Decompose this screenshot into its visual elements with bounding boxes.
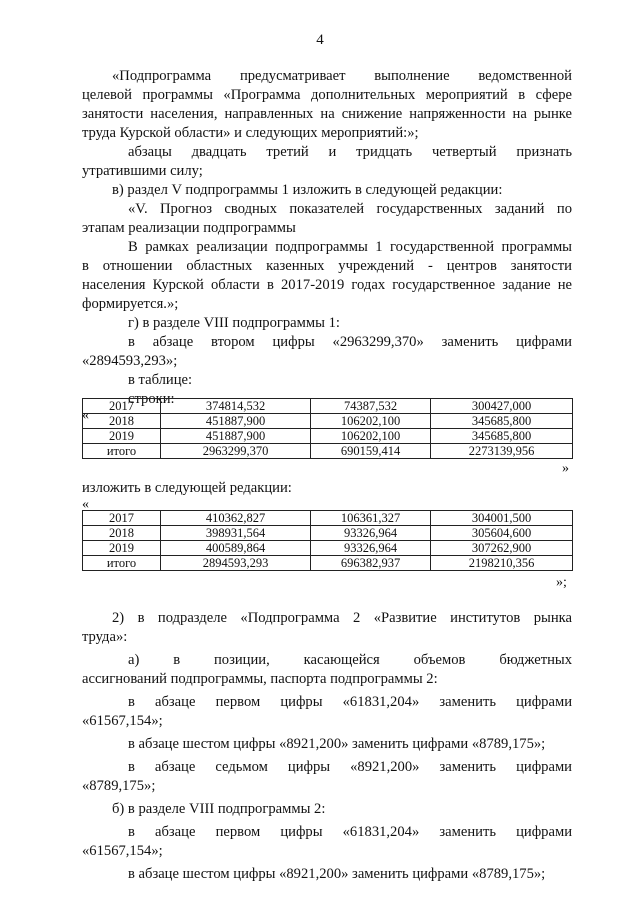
text-line: В рамках реализации подпрограммы 1 государственной программы	[128, 239, 572, 255]
table-cell: 2018	[83, 526, 161, 541]
text-line: абзацы двадцать третий и тридцать четвертый признать	[128, 144, 572, 160]
table-cell: 305604,600	[431, 526, 573, 541]
table-cell: 696382,937	[311, 556, 431, 571]
text-line: в таблице:	[128, 372, 193, 388]
table-cell: 93326,964	[311, 541, 431, 556]
quote-close-mark: »	[562, 461, 569, 476]
text-line: а) в позиции, касающейся объемов бюджетных	[128, 652, 572, 668]
table-cell: 410362,827	[161, 511, 311, 526]
table-old-values	[82, 398, 573, 459]
text-line: «8789,175»;	[82, 778, 156, 794]
text-line: в) раздел V подпрограммы 1 изложить в следующей редакции:	[112, 182, 503, 198]
text-line: в абзаце первом цифры «61831,204» заменить цифрами	[128, 824, 572, 840]
table-row	[83, 526, 573, 541]
table-cell: 2198210,356	[431, 556, 573, 571]
text-line: формируется.»;	[82, 296, 179, 312]
table-cell: 2273139,956	[431, 444, 573, 459]
table-cell: 93326,964	[311, 526, 431, 541]
table-cell: 2019	[83, 429, 161, 444]
text-line: строки:	[128, 391, 175, 407]
table-cell: итого	[83, 444, 161, 459]
text-line: занятости населения, направленных на снижение напряженности на рынке	[82, 106, 572, 122]
text-line: в абзаце первом цифры «61831,204» заменить цифрами	[128, 694, 572, 710]
text-line: изложить в следующей редакции:	[82, 480, 292, 496]
text-line: г) в разделе VIII подпрограммы 1:	[128, 315, 340, 331]
text-line: ассигнований подпрограммы, паспорта подпрограммы 2:	[82, 671, 438, 687]
table-cell: 2018	[83, 414, 161, 429]
table-cell: 398931,564	[161, 526, 311, 541]
text-line: в абзаце шестом цифры «8921,200» заменить цифрами «8789,175»;	[128, 736, 546, 752]
table-row	[83, 511, 573, 526]
quote-open-mark: «	[82, 408, 89, 423]
text-line: населения Курской области в 2017-2019 годах государственное задание не	[82, 277, 572, 293]
table-cell: 690159,414	[311, 444, 431, 459]
table-cell: 106202,100	[311, 429, 431, 444]
table-cell: 300427,000	[431, 399, 573, 414]
table-row	[83, 414, 573, 429]
table-cell: 2019	[83, 541, 161, 556]
table-cell: 106361,327	[311, 511, 431, 526]
text-line: утратившими силу;	[82, 163, 203, 179]
table-cell: 2894593,293	[161, 556, 311, 571]
quote-open-mark: «	[82, 497, 89, 512]
table-cell: 345685,800	[431, 414, 573, 429]
text-line: «61567,154»;	[82, 713, 163, 729]
text-line: б) в разделе VIII подпрограммы 2:	[112, 801, 326, 817]
text-line: этапам реализации подпрограммы	[82, 220, 296, 236]
text-line: «61567,154»;	[82, 843, 163, 859]
table-row	[83, 399, 573, 414]
text-line: труда»:	[82, 629, 128, 645]
quote-close-mark: »;	[556, 575, 567, 590]
text-line: в отношении областных казенных учреждений - центров занятости	[82, 258, 572, 274]
table-cell: 451887,900	[161, 429, 311, 444]
table-row	[83, 429, 573, 444]
text-line: «2894593,293»;	[82, 353, 178, 369]
text-line: целевой программы «Программа дополнительных мероприятий в сфере	[82, 87, 572, 103]
table-cell: 374814,532	[161, 399, 311, 414]
table-cell: 451887,900	[161, 414, 311, 429]
table-cell: 74387,532	[311, 399, 431, 414]
text-line: труда Курской области» и следующих мероприятий:»;	[82, 125, 419, 141]
table-cell: 304001,500	[431, 511, 573, 526]
text-line: в абзаце седьмом цифры «8921,200» заменить цифрами	[128, 759, 572, 775]
page-number: 4	[316, 32, 324, 48]
text-line: 2) в подразделе «Подпрограмма 2 «Развитие институтов рынка	[112, 610, 572, 626]
table-cell: 106202,100	[311, 414, 431, 429]
table-cell: 400589,864	[161, 541, 311, 556]
table-cell: 345685,800	[431, 429, 573, 444]
table-new-values	[82, 510, 573, 571]
table-cell: 2017	[83, 399, 161, 414]
table-cell: итого	[83, 556, 161, 571]
table-row	[83, 541, 573, 556]
table-cell: 2017	[83, 511, 161, 526]
table-cell: 2963299,370	[161, 444, 311, 459]
text-line: в абзаце шестом цифры «8921,200» заменить цифрами «8789,175»;	[128, 866, 546, 882]
table-row	[83, 444, 573, 459]
table-row	[83, 556, 573, 571]
text-line: в абзаце втором цифры «2963299,370» заменить цифрами	[128, 334, 572, 350]
text-line: «Подпрограмма предусматривает выполнение ведомственной	[112, 68, 572, 84]
text-line: «V. Прогноз сводных показателей государственных заданий по	[128, 201, 572, 217]
table-cell: 307262,900	[431, 541, 573, 556]
